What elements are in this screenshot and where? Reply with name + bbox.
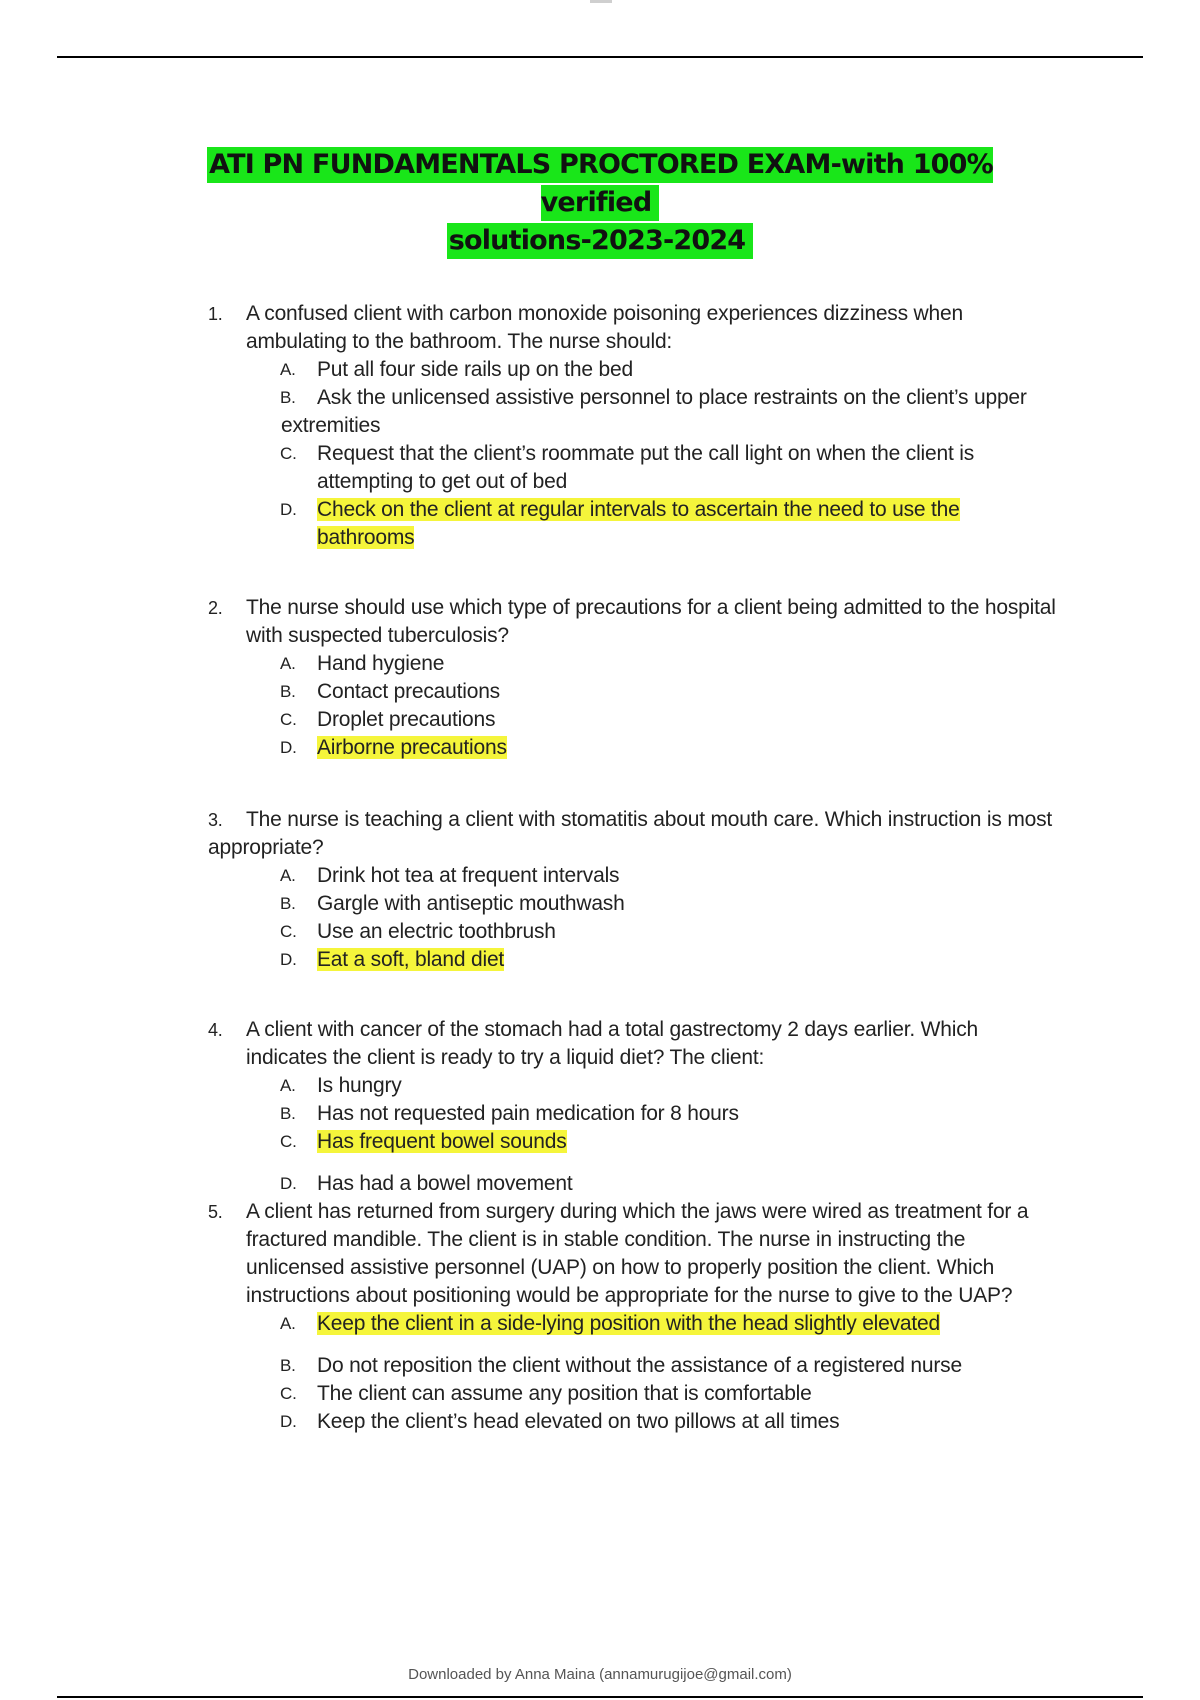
option-letter: C.	[280, 710, 297, 729]
highlighted-answer-text: Keep the client in a side-lying position with the head slightly elevated	[317, 1312, 940, 1335]
option-text: Hand hygiene	[317, 652, 445, 675]
question-4	[208, 1016, 1058, 1198]
option-text: Put all four side rails up on the bed	[317, 358, 633, 381]
option-a	[246, 356, 1058, 384]
option-letter: A.	[280, 1314, 296, 1333]
option-list	[246, 356, 1058, 552]
title-line-1: ATI PN FUNDAMENTALS PROCTORED EXAM-with 100% verified	[207, 147, 993, 221]
option-text: Droplet precautions	[317, 708, 496, 731]
question-stem-continuation: appropriate?	[208, 836, 324, 859]
title-line-2: solutions-2023-2024	[447, 223, 754, 259]
option-letter: D.	[280, 1412, 297, 1431]
document-title	[150, 146, 1050, 260]
option-list	[246, 1072, 1058, 1198]
option-letter: B.	[280, 682, 296, 701]
option-b	[246, 1100, 1058, 1128]
highlighted-answer-text: Airborne precautions	[317, 736, 507, 759]
highlighted-answer-text: Eat a soft, bland diet	[317, 948, 505, 971]
option-letter: B.	[280, 1104, 296, 1123]
page-top-mark	[590, 0, 612, 3]
option-d-correct	[246, 946, 1058, 974]
option-text: Drink hot tea at frequent intervals	[317, 864, 620, 887]
question-number: 2.	[208, 598, 223, 618]
option-a	[246, 1072, 1058, 1100]
option-text: Gargle with antiseptic mouthwash	[317, 892, 625, 915]
option-text-continuation: extremities	[281, 414, 381, 437]
option-text: Keep the client’s head elevated on two pillows at all times	[317, 1410, 840, 1433]
option-letter: D.	[280, 1174, 297, 1193]
question-number: 4.	[208, 1020, 223, 1040]
question-number: 3.	[208, 810, 223, 830]
question-stem: A client has returned from surgery during which the jaws were wired as treatment for a fractured mandible. The client is in stable condition. The nurse in instructing the unlicensed assistive personnel (UAP) on how to properly position the client. Which instructions about positioning would be appropriate for the nurse to give to the UAP?	[246, 1200, 1029, 1307]
option-d	[246, 1408, 1058, 1436]
question-list	[208, 300, 1058, 1436]
option-letter: C.	[280, 1132, 297, 1151]
option-list	[246, 650, 1058, 762]
question-stem: The nurse is teaching a client with stomatitis about mouth care. Which instruction is most	[246, 808, 1053, 831]
option-text: Is hungry	[317, 1074, 402, 1097]
option-d-correct	[246, 734, 1058, 762]
option-d	[246, 1170, 1058, 1198]
footer-rule	[57, 1696, 1143, 1698]
question-2	[208, 594, 1058, 762]
question-5	[208, 1198, 1058, 1436]
header-rule	[57, 56, 1143, 58]
option-text: Use an electric toothbrush	[317, 920, 556, 943]
option-text: Has had a bowel movement	[317, 1172, 573, 1195]
highlighted-answer-text: Has frequent bowel sounds	[317, 1130, 567, 1153]
option-text: Request that the client’s roommate put the call light on when the client is attempting to get out of bed	[317, 442, 974, 493]
option-c	[246, 1380, 1058, 1408]
question-1	[208, 300, 1058, 552]
option-c	[246, 706, 1058, 734]
option-letter: A.	[280, 866, 296, 885]
option-list	[246, 1310, 1058, 1436]
question-number: 1.	[208, 304, 223, 324]
question-stem: A confused client with carbon monoxide poisoning experiences dizziness when ambulating to the bathroom. The nurse should:	[246, 302, 963, 353]
option-b	[246, 384, 1058, 440]
option-c	[246, 440, 1058, 496]
question-number: 5.	[208, 1202, 223, 1222]
option-text: Do not reposition the client without the assistance of a registered nurse	[317, 1354, 962, 1377]
option-text: Contact precautions	[317, 680, 500, 703]
option-b	[246, 890, 1058, 918]
option-a	[246, 650, 1058, 678]
option-letter: D.	[280, 950, 297, 969]
option-a	[246, 862, 1058, 890]
option-c-correct	[246, 1128, 1058, 1156]
option-text: Has not requested pain medication for 8 hours	[317, 1102, 739, 1125]
question-stem: The nurse should use which type of precautions for a client being admitted to the hospital with suspected tuberculosis?	[246, 596, 1056, 647]
option-letter: A.	[280, 1076, 296, 1095]
option-letter: A.	[280, 654, 296, 673]
download-footer: Downloaded by Anna Maina (annamurugijoe@gmail.com)	[408, 1666, 792, 1683]
option-b	[246, 1352, 1058, 1380]
option-text: Ask the unlicensed assistive personnel to place restraints on the client’s upper	[317, 386, 1027, 409]
option-letter: C.	[280, 1384, 297, 1403]
option-c	[246, 918, 1058, 946]
option-letter: D.	[280, 738, 297, 757]
option-letter: A.	[280, 360, 296, 379]
option-d-correct	[246, 496, 1058, 552]
option-letter: B.	[280, 1356, 296, 1375]
question-stem: A client with cancer of the stomach had a total gastrectomy 2 days earlier. Which indicates the client is ready to try a liquid diet? The client:	[246, 1018, 978, 1069]
option-a-correct	[246, 1310, 1058, 1338]
question-3	[208, 806, 1058, 974]
option-letter: C.	[280, 922, 297, 941]
option-letter: B.	[280, 894, 296, 913]
option-letter: C.	[280, 444, 297, 463]
option-letter: B.	[280, 388, 296, 407]
option-list	[246, 862, 1058, 974]
option-text: The client can assume any position that is comfortable	[317, 1382, 812, 1405]
option-b	[246, 678, 1058, 706]
option-letter: D.	[280, 500, 297, 519]
highlighted-answer-text: Check on the client at regular intervals to ascertain the need to use the bathrooms	[317, 498, 960, 549]
